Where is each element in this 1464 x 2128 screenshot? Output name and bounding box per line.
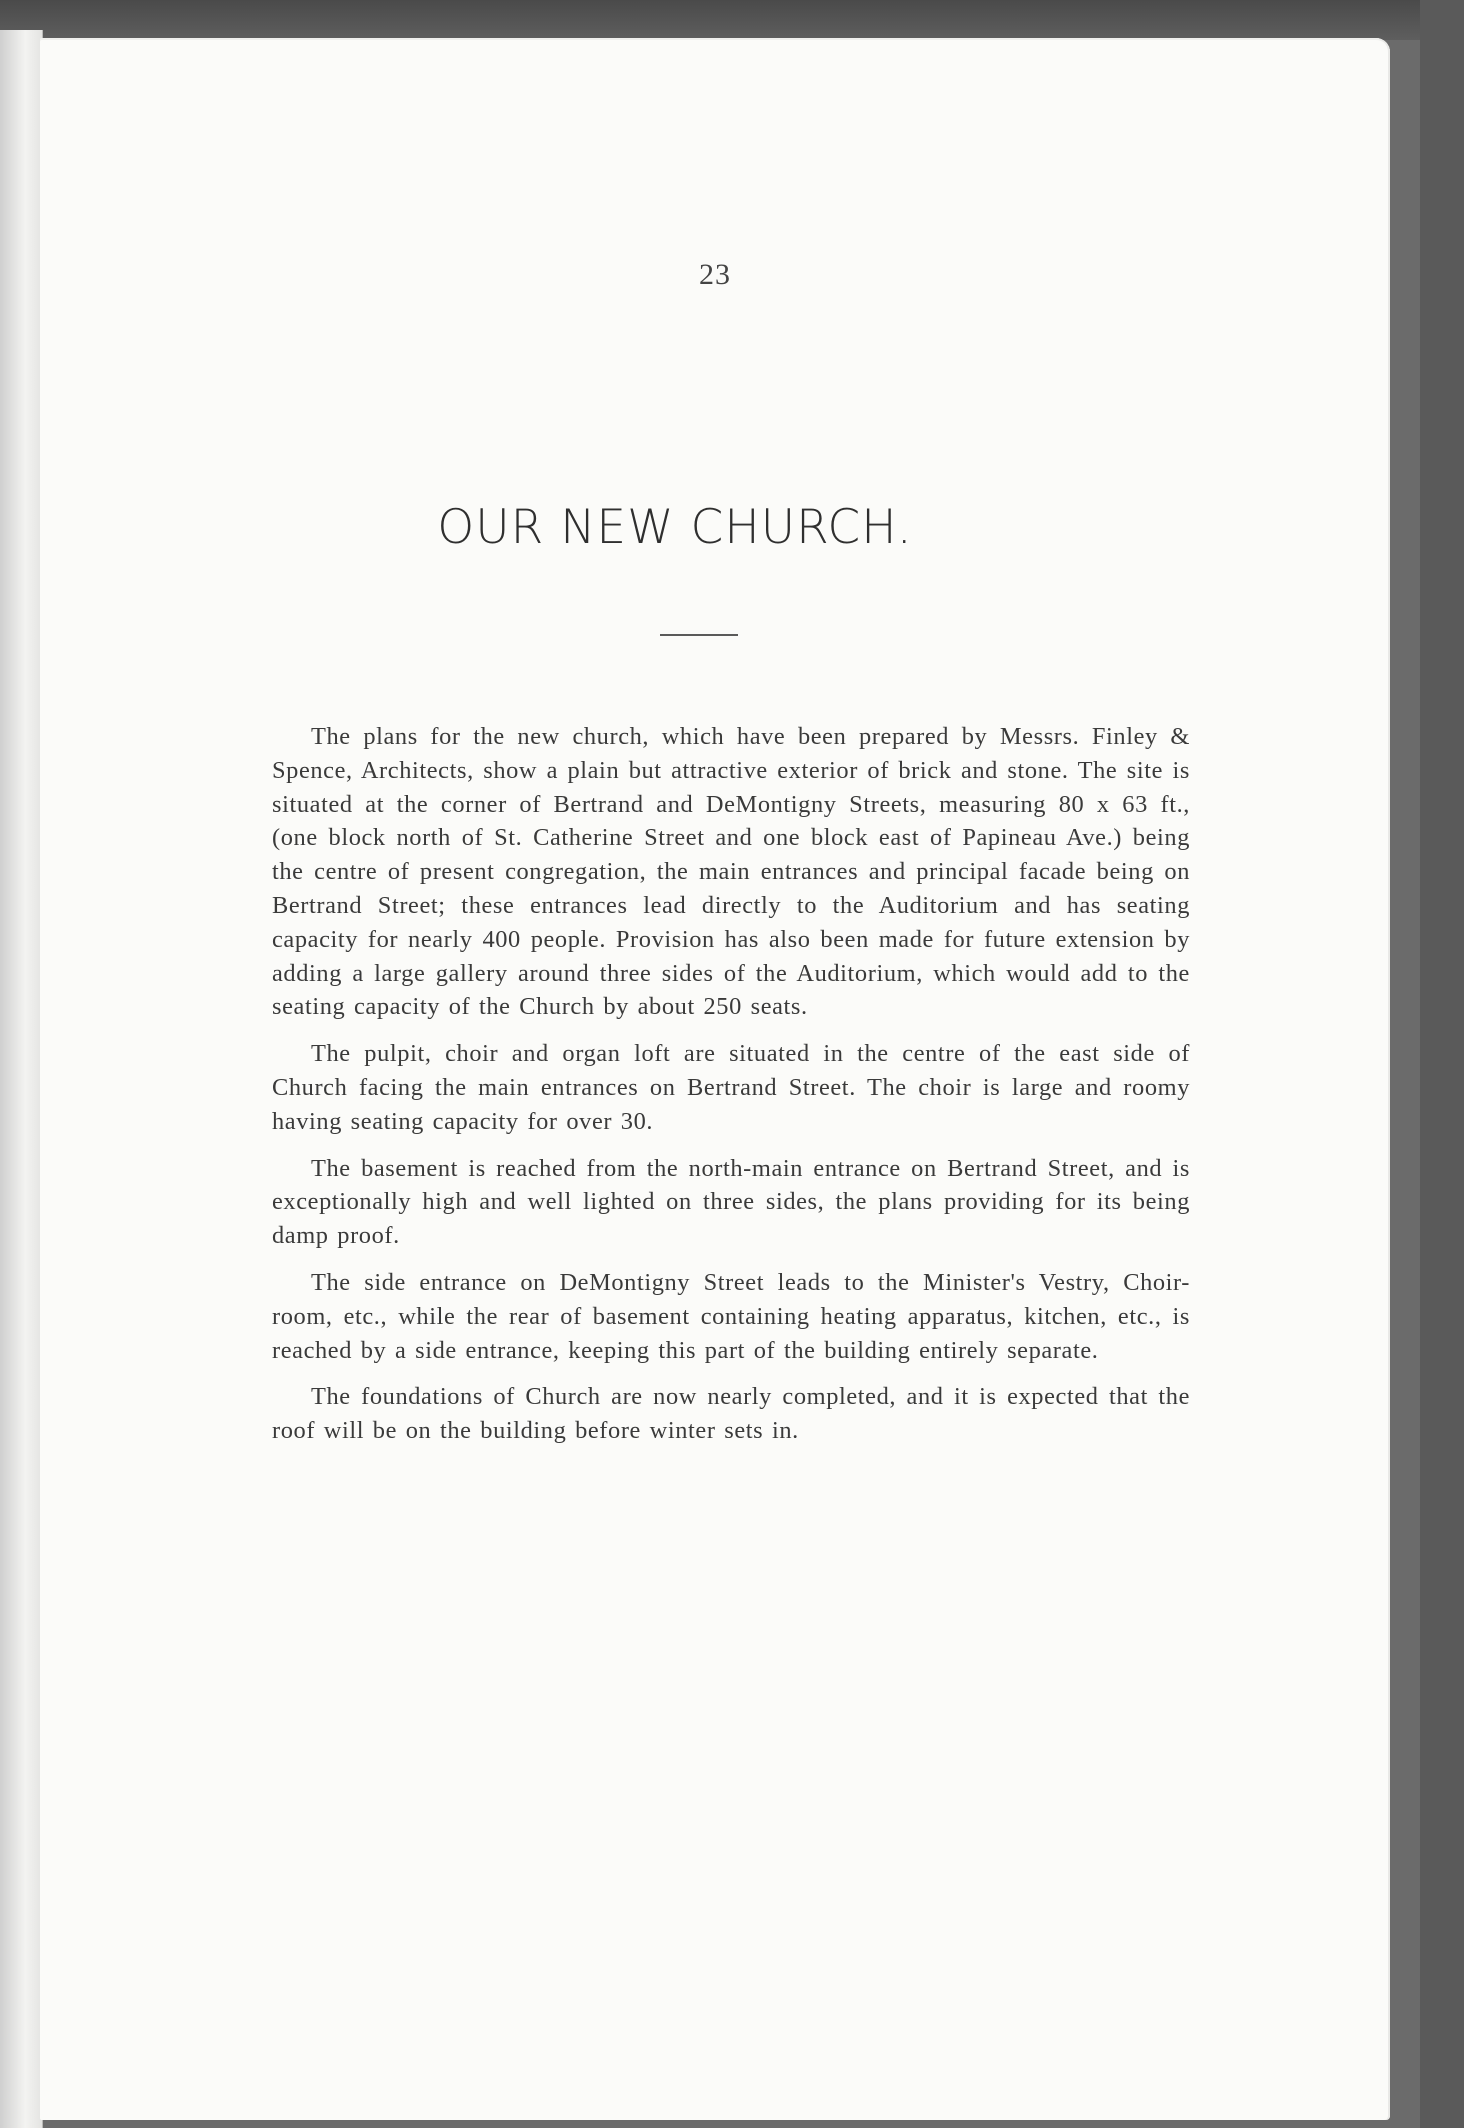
scan-background-top [0, 0, 1464, 40]
body-text [272, 720, 1190, 1461]
book-page [40, 38, 1390, 2120]
scan-background-right [1420, 0, 1464, 2128]
page-number: 23 [699, 258, 731, 291]
paragraph-pulpit-choir: The pulpit, choir and organ loft are situated in the centre of the east side of Church facing the main entrances on Bertrand Street. The choir is large and roomy having seating capacity for over 30. [272, 1040, 1190, 1135]
chapter-title: OUR NEW CHURCH. [437, 500, 913, 555]
book-binding-edge [0, 30, 43, 2128]
paragraph-side-entrance: The side entrance on DeMontigny Street leads to the Minister's Vestry, Choir-room, etc., while the rear of basement containing heating apparatus, kitchen, etc., is reached by a side entrance, keeping this part of the building entirely separate. [272, 1268, 1190, 1364]
paragraph-site-plans: The plans for the new church, which have been prepared by Messrs. Finley & Spence, Architects, show a plain but attractive exterior of brick and stone. The site is situated at the corner of Bertrand and DeMontigny Streets, measuring 80 x 63 ft., (one block north of St. Catherine Street and one block east of Papineau Ave.) being the centre of present congregation, the main entrances and principal facade being on Bertrand Street; these entrances lead directly to the Auditorium and has seating capacity for nearly 400 people. Provision has also been made for future extension by adding a large gallery around three sides of the Auditorium, which would add to the seating capacity of the Church by about 250 seats. [272, 723, 1190, 1021]
paragraph-foundations: The foundations of Church are now nearly completed, and it is expected that the roof will be on the building before winter sets in. [272, 1383, 1190, 1445]
title-divider-rule [660, 634, 738, 636]
paragraph-basement: The basement is reached from the north-main entrance on Bertrand Street, and is exceptionally high and well lighted on three sides, the plans providing for its being damp proof. [272, 1154, 1190, 1250]
